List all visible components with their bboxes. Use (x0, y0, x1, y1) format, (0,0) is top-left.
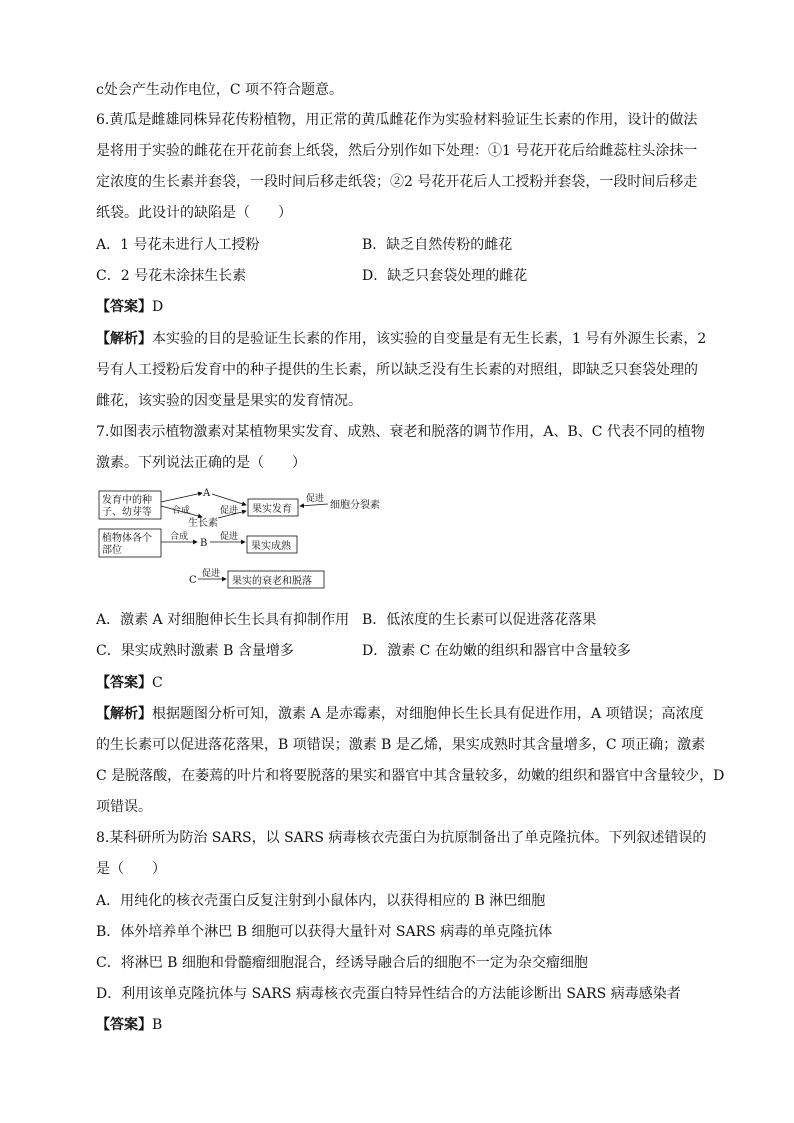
q8-answer (96, 1015, 162, 1035)
q7-option-b: B．低浓度的生长素可以促进落花落果 (362, 612, 597, 628)
q6-analysis-line-3: 雌花，该实验的因变量是果实的发育情况。 (96, 393, 362, 409)
q6-answer (96, 297, 163, 317)
analysis-label: 【解析】 (96, 706, 152, 722)
answer-label: 【答案】 (96, 675, 152, 691)
q6-option-c: C．2 号花未涂抹生长素 (96, 268, 247, 284)
q6-stem-line-3: 定浓度的生长素并套袋，一段时间后移走纸袋；②2 号花开花后人工授粉并套袋，一段时间后移走 (96, 174, 698, 190)
auxin-label: 生长素 (188, 518, 218, 529)
q7-answer (96, 673, 163, 693)
promote-label-1: 促进 (220, 506, 239, 516)
synthesis-label-1: 合成 (172, 506, 191, 516)
q7-analysis-line-2: 的生长素可以促进落花落果，B 项错误；激素 B 是乙烯，果实成熟时其含量增多，C 项正确；激素 (96, 737, 706, 753)
promote-label-4: 促进 (202, 569, 221, 579)
q7-stem-line-1: 7.如图表示植物激素对某植物果实发育、成熟、衰老和脱落的调节作用，A、B、C 代表不同的植物 (96, 424, 705, 440)
q8-stem-line-1: 8.某科研所为防治 SARS，以 SARS 病毒核衣壳蛋白为抗原制备出了单克隆抗体。下列叙述错误的 (96, 830, 707, 846)
answer-label: 【答案】 (96, 299, 152, 315)
q7-analysis-line-3: C 是脱落酸，在萎蔫的叶片和将要脱落的果实和器官中其含量较多，幼嫩的组织和器官中含量较少，D (96, 768, 725, 784)
fruit-ripening-label: 果实成熟 (251, 541, 291, 552)
answer-value: C (152, 675, 163, 691)
seed-bud-label-2: 子、幼芽等 (102, 507, 152, 518)
plant-parts-label-1: 植物体各个 (102, 533, 152, 544)
synthesis-label-2: 合成 (170, 532, 189, 542)
q7-option-c: C．果实成熟时激素 B 含量增多 (96, 643, 294, 659)
cytokinin-label: 细胞分裂素 (330, 500, 380, 511)
hormone-regulation-diagram (96, 484, 396, 594)
q6-analysis-line-1: 【解析】本实验的目的是验证生长素的作用，该实验的自变量是有无生长素，1 号有外源生长素，2 (96, 331, 707, 347)
previous-analysis-tail: c处会产生动作电位，C 项不符合题意。 (96, 82, 344, 98)
q8-option-b: B．体外培养单个淋巴 B 细胞可以获得大量针对 SARS 病毒的单克隆抗体 (96, 924, 553, 940)
hormone-a-label: A (203, 488, 211, 499)
fruit-development-label: 果实发育 (252, 504, 292, 515)
analysis-label: 【解析】 (96, 331, 152, 347)
q7-option-a: A．激素 A 对细胞伸长生长具有抑制作用 (96, 612, 350, 628)
q6-option-d: D．缺乏只套袋处理的雌花 (362, 268, 528, 284)
q6-stem-line-4: 纸袋。此设计的缺陷是（ ） (96, 205, 292, 221)
q6-stem-line-1: 6.黄瓜是雌雄同株异花传粉植物，用正常的黄瓜雌花作为实验材料验证生长素的作用，设计的做法 (96, 112, 698, 128)
q6-option-b: B．缺乏自然传粉的雌花 (362, 237, 513, 253)
q8-option-a: A．用纯化的核衣壳蛋白反复注射到小鼠体内，以获得相应的 B 淋巴细胞 (96, 893, 546, 909)
q8-option-d: D．利用该单克隆抗体与 SARS 病毒核衣壳蛋白特异性结合的方法能诊断出 SARS 病毒感染者 (96, 986, 681, 1002)
plant-parts-label-2: 部位 (102, 545, 122, 556)
q8-option-c: C．将淋巴 B 细胞和骨髓瘤细胞混合，经诱导融合后的细胞不一定为杂交瘤细胞 (96, 955, 588, 971)
q6-option-a: A．1 号花未进行人工授粉 (96, 237, 260, 253)
promote-label-3: 促进 (220, 532, 239, 542)
hormone-b-label: B (200, 538, 208, 549)
answer-value: B (152, 1017, 163, 1033)
q7-option-d: D．激素 C 在幼嫩的组织和器官中含量较多 (362, 643, 631, 659)
q6-stem-line-2: 是将用于实验的雌花在开花前套上纸袋，然后分别作如下处理：①1 号花开花后给雌蕊柱头涂抹一 (96, 143, 698, 159)
answer-value: D (152, 299, 164, 315)
hormone-c-label: C (189, 575, 197, 586)
answer-label: 【答案】 (96, 1017, 152, 1033)
seed-bud-label-1: 发育中的种 (102, 495, 152, 506)
q7-analysis-line-4: 项错误。 (96, 799, 152, 815)
q6-analysis-line-2: 号有人工授粉后发育中的种子提供的生长素，所以缺乏没有生长素的对照组，即缺乏只套袋处理的 (96, 362, 698, 378)
q8-stem-line-2: 是（ ） (96, 861, 166, 877)
fruit-aging-label: 果实的衰老和脱落 (232, 576, 312, 587)
q7-analysis-line-1: 【解析】根据题图分析可知，激素 A 是赤霉素，对细胞伸长生长具有促进作用，A 项错误；高浓度 (96, 706, 704, 722)
q7-stem-line-2: 激素。下列说法正确的是（ ） (96, 455, 306, 471)
promote-label-2: 促进 (306, 494, 325, 504)
